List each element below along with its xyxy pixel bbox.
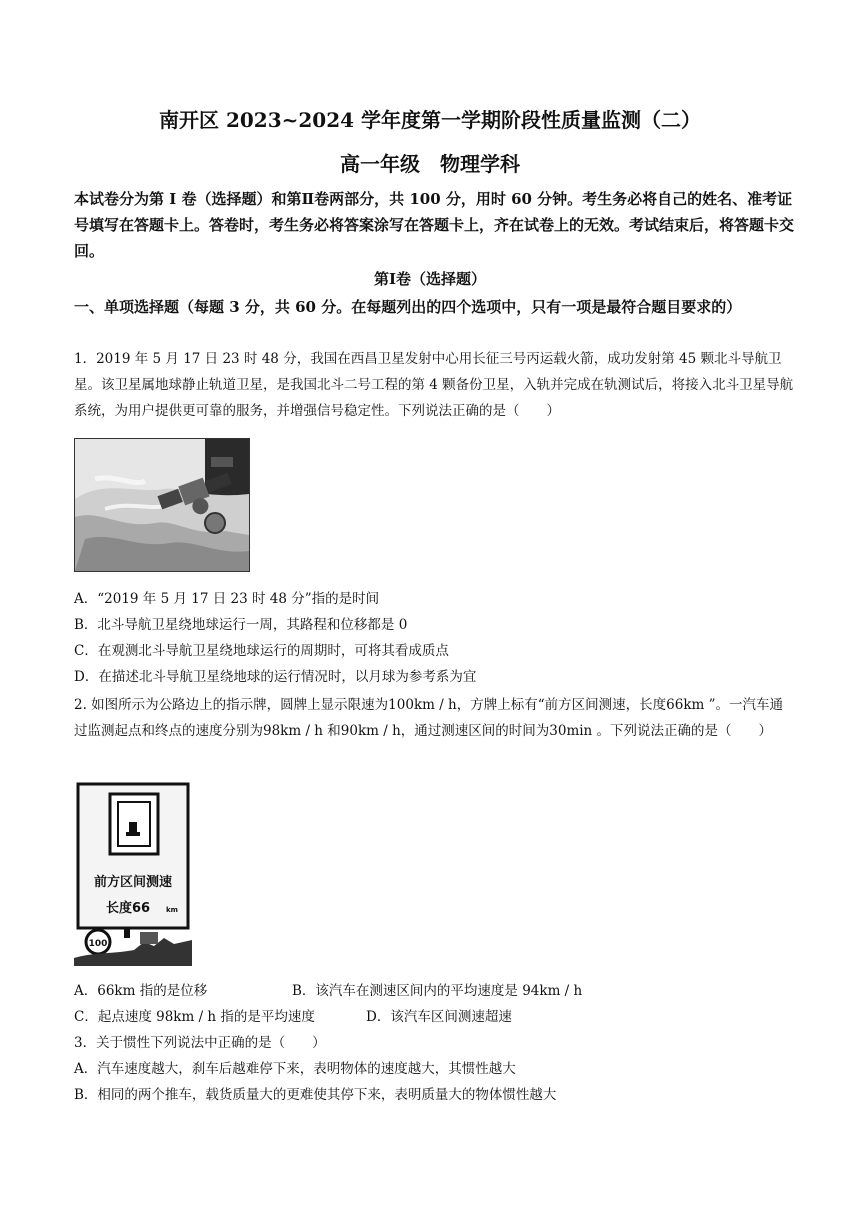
- q3-option-b: B．相同的两个推车，载货质量大的更难使其停下来，表明质量大的物体惯性越大: [74, 1087, 557, 1103]
- q2-option-b: B．该汽车在测速区间内的平均速度是 94km / h: [292, 983, 583, 999]
- sign-text-line2: 长度66: [105, 901, 151, 916]
- q1-option-d: D．在描述北斗导航卫星绕地球的运行情况时，以月球为参考系为宜: [74, 669, 477, 685]
- q1-option-a: A．“2019 年 5 月 17 日 23 时 48 分”指的是时间: [74, 591, 380, 607]
- part-heading: 一、单项选择题（每题 3 分，共 60 分。在每题列出的四个选项中，只有一项是最符合题目要求的）: [74, 298, 742, 316]
- satellite-photo: [74, 438, 250, 572]
- q1-option-c: C．在观测北斗导航卫星绕地球运行的周期时，可将其看成质点: [74, 643, 449, 659]
- sign-text-line1: 前方区间测速: [93, 875, 173, 890]
- q2-option-a: A．66km 指的是位移: [74, 983, 208, 999]
- exam-subtitle: 高一年级 物理学科: [340, 152, 520, 176]
- q1-option-b: B．北斗导航卫星绕地球运行一周，其路程和位移都是 0: [74, 617, 408, 633]
- sign-text-unit: km: [166, 906, 178, 914]
- question-2-stem: 2. 如图所示为公路边上的指示牌，圆牌上显示限速为100km / h，方牌上标有“前方区间测速，长度66km ”。一汽车通过监测起点和终点的速度分别为98km / h 和90km / h，通过测速区间的时间为30min 。下列说法正确的是（ ）: [74, 697, 783, 739]
- q2-option-d: D．该汽车区间测速超速: [366, 1009, 512, 1025]
- satellite-photo-image: [75, 439, 249, 571]
- exam-title: 南开区 2023~2024 学年度第一学期阶段性质量监测（二）: [158, 108, 701, 132]
- question-3-stem: 3．关于惯性下列说法中正确的是（ ）: [74, 1035, 326, 1051]
- speed-sign-image: [74, 782, 192, 966]
- speed-limit-text: 100: [88, 939, 108, 949]
- q2-option-c: C．起点速度 98km / h 指的是平均速度: [74, 1009, 315, 1025]
- exam-instructions: 本试卷分为第 I 卷（选择题）和第Ⅱ卷两部分，共 100 分，用时 60 分钟。考生务必将自己的姓名、准考证号填写在答题卡上。答卷时，考生务必将答案涂写在答题卡上，齐在试卷上的无效。考试结束后，将答题卡交回。: [74, 190, 795, 260]
- section-title: 第Ⅰ卷（选择题）: [373, 270, 487, 288]
- q3-option-a: A．汽车速度越大，刹车后越难停下来，表明物体的速度越大，其惯性越大: [74, 1061, 516, 1077]
- speed-sign-figure: [74, 782, 192, 966]
- question-1-stem: 1．2019 年 5 月 17 日 23 时 48 分，我国在西昌卫星发射中心用长征三号丙运载火箭，成功发射第 45 颗北斗导航卫星。该卫星属地球静止轨道卫星，是我国北斗二号工程的第 4 颗备份卫星，入轨并完成在轨测试后，将接入北斗卫星导航系统，为用户提供更可靠的服务，并增强信号稳定性。下列说法正确的是（ ）: [74, 351, 794, 419]
